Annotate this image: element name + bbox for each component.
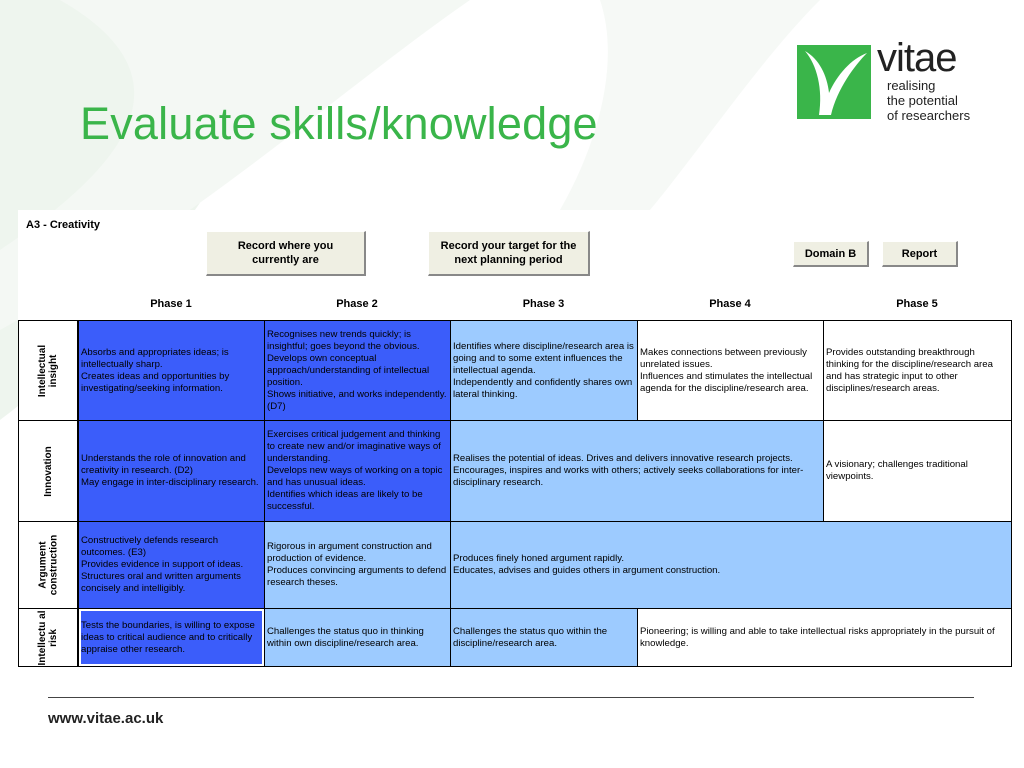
logo-tagline-line: realising [887,78,936,93]
cell-insight-phase-5[interactable] [823,320,1012,421]
vitae-logo [797,36,997,130]
cell-innovation-phase-1[interactable] [78,420,265,522]
row-label-text: Argument construction [37,534,59,596]
record-target-button[interactable]: Record your target for the next planning period [428,231,590,276]
cell-text: Challenges the status quo within the discipline/research area. [453,625,608,649]
cell-text: A visionary; challenges traditional viewpoints. [826,459,968,482]
cell-text: Provides outstanding breakthrough thinking for the discipline/research area and has strategic input to other disciplines/research areas. [826,346,993,394]
vitae-logo-mark-icon [797,45,871,119]
cell-text: Understands the role of innovation and creativity in research. (D2) May engage in inter-disciplinary research. [81,453,259,488]
cell-text: Constructively defends research outcomes. (E3) Provides evidence in support of ideas. Structures oral and written arguments concisely and intelligibly. [81,535,244,594]
row-label-text: Intellectu al risk [37,610,59,666]
phase-header: Phase 2 [336,298,378,310]
cell-text: Realises the potential of ideas. Drives and delivers innovative research projects. Encourages, inspires and works with others; actively seeks collaborations for inter-disciplinary research. [453,453,804,488]
cell-insight-phase-3[interactable] [450,320,638,421]
cell-text: Identifies where discipline/research area is going and to some extent influences the intellectual agenda. Independently and confidently shares own lateral thinking. [453,340,634,400]
cell-risk-phase-2[interactable] [264,608,451,667]
row-label-intellectual-insight [18,320,78,421]
cell-text: Recognises new trends quickly; is insightful; goes beyond the obvious. Develops own conceptual approach/understanding of intellectual position. Shows initiative, and works independently. (D7) [267,328,447,412]
cell-text: Makes connections between previously unrelated issues. Influences and stimulates the intellectual agenda for the discipline/research area. [640,346,813,394]
cell-text: Challenges the status quo in thinking within own discipline/research area. [267,625,424,649]
cell-argument-phase-2[interactable] [264,521,451,609]
phase-header: Phase 3 [522,298,565,310]
sheet-title: A3 - Creativity [26,219,100,231]
cell-innovation-phase-3-4[interactable] [450,420,824,522]
logo-tagline-line: the potential [887,93,958,108]
phase-header: Phase 5 [896,298,938,310]
row-label-text: Innovation [42,445,54,497]
record-current-button[interactable]: Record where you currently are [206,231,366,276]
cell-text: Rigorous in argument construction and production of evidence. Produces convincing arguments to defend research theses. [267,541,447,588]
domain-b-button[interactable]: Domain B [793,241,869,267]
cell-insight-phase-4[interactable] [637,320,824,421]
row-label-innovation [18,420,78,522]
cell-risk-phase-4-5[interactable] [637,608,1012,667]
cell-text: Exercises critical judgement and thinking to create new and/or imaginative ways of understanding. Develops new ways of working on a topic and has unusual ideas. Identifies which ideas are likely to be successful. [267,429,443,512]
cell-insight-phase-1[interactable] [78,320,265,421]
phase-header: Phase 1 [150,298,192,310]
cell-insight-phase-2[interactable] [264,320,451,421]
cell-text: Tests the boundaries, is willing to expose ideas to critical audience and to critically appraise other research. [81,619,255,655]
footer-url: www.vitae.ac.uk [48,710,164,727]
cell-argument-phase-1[interactable] [78,521,265,609]
report-button[interactable]: Report [882,241,958,267]
cell-innovation-phase-2[interactable] [264,420,451,522]
creativity-spreadsheet [18,210,1013,670]
logo-tagline-line: of researchers [887,108,971,123]
cell-text: Absorbs and appropriates ideas; is intellectually sharp. Creates ideas and opportunities by investigating/seeking information. [81,346,230,394]
cell-innovation-phase-5[interactable] [823,420,1012,522]
logo-tagline [887,78,970,123]
row-label-intellectual-risk [18,608,78,667]
cell-text: Pioneering; is willing and able to take intellectual risks appropriately in the pursuit of knowledge. [640,625,995,649]
slide-title: Evaluate skills/knowledge [80,98,598,149]
cell-text: Produces finely honed argument rapidly. Educates, advises and guides others in argument construction. [453,553,721,576]
cell-risk-phase-1[interactable] [78,608,265,667]
row-label-argument-construction [18,521,78,609]
logo-wordmark: vitae [877,36,957,80]
footer-divider [48,697,974,698]
phase-header: Phase 4 [709,298,751,310]
competency-grid [18,320,1013,670]
cell-argument-phase-3-5[interactable] [450,521,1012,609]
row-label-text: Intellectual insight [37,344,59,397]
cell-risk-phase-3[interactable] [450,608,638,667]
